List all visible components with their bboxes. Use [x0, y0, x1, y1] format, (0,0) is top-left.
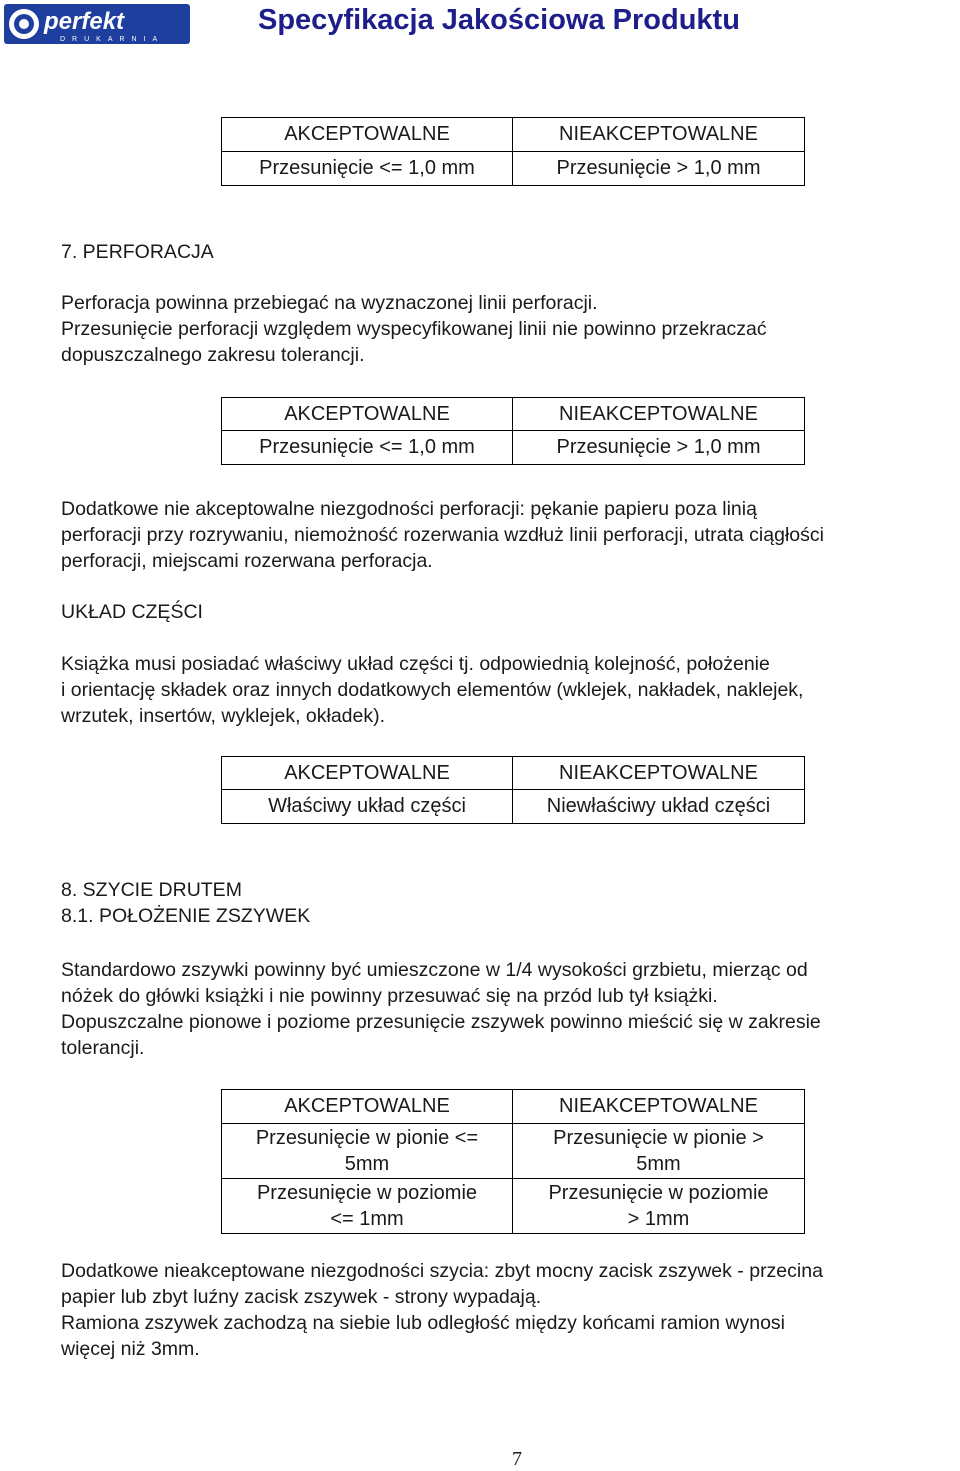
table-head-row: [222, 1090, 805, 1124]
accept-header: AKCEPTOWALNE: [222, 1090, 513, 1124]
paragraph-line: i orientację składek oraz innych dodatkowych elementów (wklejek, nakładek, naklejek,: [61, 679, 804, 701]
reject-header: NIEAKCEPTOWALNE: [513, 118, 805, 152]
logo-subtext: DRUKARNIA: [60, 36, 165, 43]
cell-line: 5mm: [636, 1153, 681, 1175]
tolerance-table-1: [221, 117, 805, 186]
reject-value: Przesunięcie > 1,0 mm: [513, 431, 805, 465]
cell-line: 5mm: [344, 1153, 390, 1175]
cell-line: > 1mm: [627, 1208, 690, 1230]
accept-header: AKCEPTOWALNE: [222, 118, 513, 152]
accept-value: Przesunięcie <= 1,0 mm: [222, 152, 513, 186]
paragraph-line: Perforacja powinna przebiegać na wyznaczonej linii perforacji.: [61, 292, 598, 314]
accept-vertical-value: [222, 1124, 513, 1179]
paragraph-line: Dodatkowe nieakceptowane niezgodności szycia: zbyt mocny zacisk zszywek - przecina: [61, 1260, 823, 1282]
table-row: [222, 152, 805, 186]
document-title: Specyfikacja Jakościowa Produktu: [258, 4, 740, 36]
stitching-extra-paragraph: [61, 1258, 960, 1362]
paragraph-line: dopuszczalnego zakresu tolerancji.: [61, 344, 365, 366]
company-logo: [4, 4, 190, 44]
section-heading-layout: UKŁAD CZĘŚCI: [61, 601, 203, 623]
section-heading-perforation: 7. PERFORACJA: [61, 241, 214, 263]
accept-header: AKCEPTOWALNE: [222, 757, 513, 790]
reject-vertical-value: [513, 1124, 805, 1179]
paragraph-line: tolerancji.: [61, 1037, 145, 1059]
table-head-row: [222, 757, 805, 790]
table-head-row: [222, 398, 805, 431]
accept-horizontal-value: [222, 1179, 513, 1234]
page-number: 7: [512, 1448, 522, 1470]
section-heading-stitching: [61, 877, 960, 929]
tolerance-table-4: [221, 1089, 805, 1234]
paragraph-line: Przesunięcie perforacji względem wyspecyfikowanej linii nie powinno przekraczać: [61, 318, 767, 340]
logo-graphic: [4, 4, 190, 44]
subheading-line: 8.1. POŁOŻENIE ZSZYWEK: [61, 905, 311, 927]
paragraph-line: wrzutek, insertów, wyklejek, okładek).: [61, 705, 386, 727]
paragraph-line: Ramiona zszywek zachodzą na siebie lub odległość między końcami ramion wynosi: [61, 1312, 786, 1334]
table-row: [222, 790, 805, 824]
paragraph-line: nóżek do główki książki i nie powinny przesuwać się na przód lub tył książki.: [61, 985, 718, 1007]
accept-value: Właściwy układ części: [222, 790, 513, 824]
cell-line: Przesunięcie w pionie >: [553, 1127, 764, 1149]
table-row: [222, 431, 805, 465]
accept-value: Przesunięcie <= 1,0 mm: [222, 431, 513, 465]
tolerance-table-3: [221, 756, 805, 824]
paragraph-line: Dodatkowe nie akceptowalne niezgodności perforacji: pękanie papieru poza linią: [61, 498, 757, 520]
cell-line: <= 1mm: [330, 1208, 404, 1230]
heading-line: 8. SZYCIE DRUTEM: [61, 879, 242, 901]
reject-header: NIEAKCEPTOWALNE: [513, 757, 805, 790]
paragraph-line: więcej niż 3mm.: [61, 1338, 200, 1360]
tolerance-table-2: [221, 397, 805, 465]
accept-header: AKCEPTOWALNE: [222, 398, 513, 431]
paragraph-line: perforacji, miejscami rozerwana perforacja.: [61, 550, 433, 572]
reject-header: NIEAKCEPTOWALNE: [513, 398, 805, 431]
cell-line: Przesunięcie w pionie <=: [255, 1127, 479, 1149]
paragraph-line: Standardowo zszywki powinny być umieszczone w 1/4 wysokości grzbietu, mierząc od: [61, 959, 808, 981]
paragraph-line: papier lub zbyt luźny zacisk zszywek - strony wypadają.: [61, 1286, 542, 1308]
table-row: [222, 1124, 805, 1179]
reject-horizontal-value: [513, 1179, 805, 1234]
paragraph-line: Dopuszczalne pionowe i poziome przesunięcie zszywek powinno mieścić się w zakresie: [61, 1011, 821, 1033]
table-row: [222, 1179, 805, 1234]
layout-paragraph: [61, 651, 960, 729]
paragraph-line: perforacji przy rozrywaniu, niemożność rozerwania wzdłuż linii perforacji, utrata ciągłości: [61, 524, 824, 546]
reject-header: NIEAKCEPTOWALNE: [513, 1090, 805, 1124]
perforation-extra-paragraph: [61, 496, 960, 574]
reject-value: Przesunięcie > 1,0 mm: [513, 152, 805, 186]
cell-line: Przesunięcie w poziomie: [548, 1182, 769, 1204]
stitching-paragraph: [61, 957, 960, 1061]
perforation-paragraph: [61, 290, 960, 368]
cell-line: Przesunięcie w poziomie: [256, 1182, 478, 1204]
table-head-row: [222, 118, 805, 152]
logo-text: perfekt: [44, 8, 125, 35]
reject-value: Niewłaściwy układ części: [513, 790, 805, 824]
paragraph-line: Książka musi posiadać właściwy układ części tj. odpowiednią kolejność, położenie: [61, 653, 770, 675]
